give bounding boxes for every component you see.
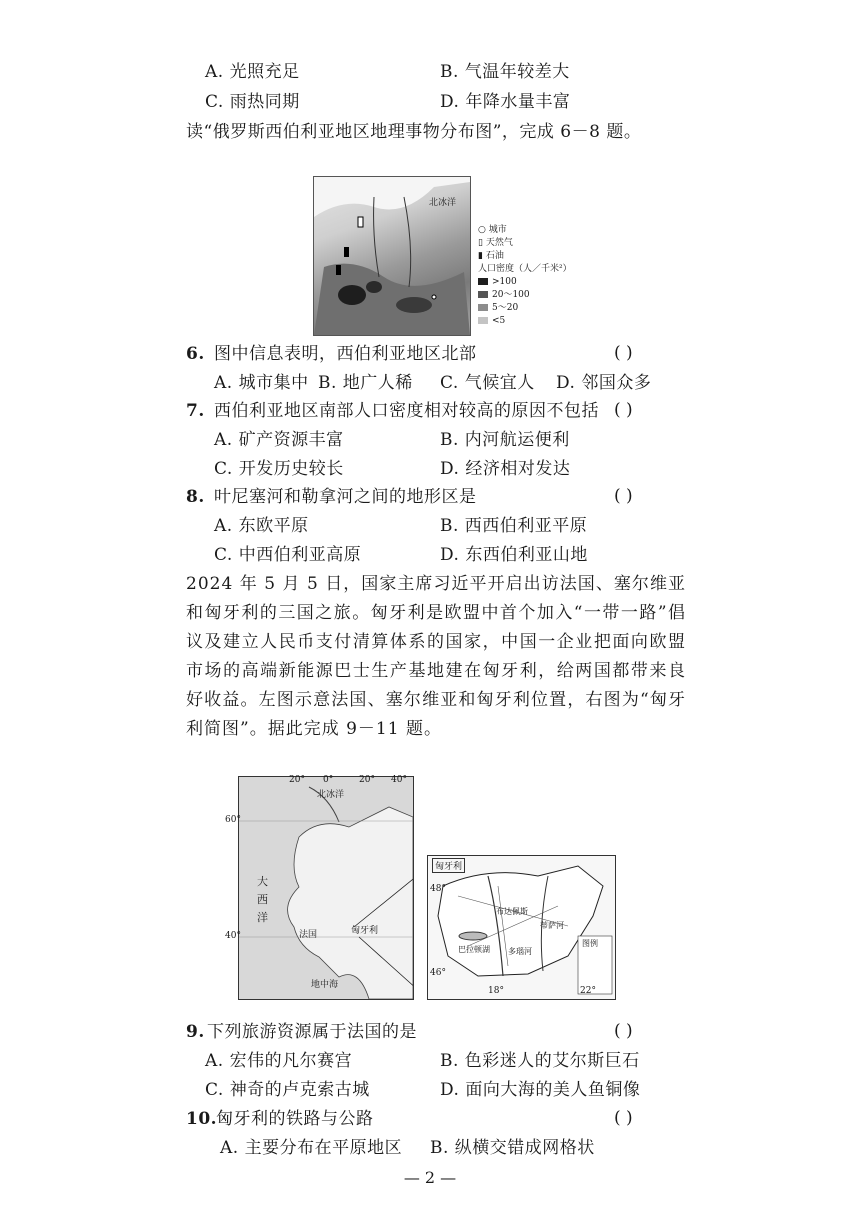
hungary-city-4: 蒂萨河 — [540, 921, 564, 930]
density-label-1: >100 — [492, 277, 517, 287]
siberia-map — [313, 176, 471, 336]
hungary-city-2: 巴拉顿湖 — [458, 945, 490, 954]
q7-answer-paren: ( ) — [614, 400, 633, 420]
hungary-lon-18: 18° — [488, 986, 504, 996]
lon-label-3: 20° — [359, 775, 375, 785]
hungary-lon-22: 22° — [580, 986, 596, 996]
q10-text: 匈牙利的铁路与公路 — [216, 1109, 374, 1129]
q9-text: 下列旅游资源属于法国的是 — [207, 1022, 417, 1042]
q6-answer-paren: ( ) — [614, 343, 633, 363]
q9-answer-paren: ( ) — [614, 1021, 633, 1041]
hungary-map-title: 匈牙利 — [432, 858, 465, 873]
q9-option-b: B. 色彩迷人的艾尔斯巨石 — [440, 1051, 640, 1071]
q10-option-b: B. 纵横交错成网格状 — [430, 1138, 595, 1158]
arctic-ocean-label-2: 北冰洋 — [317, 790, 345, 800]
q6-text: 图中信息表明，西伯利亚地区北部 — [214, 344, 477, 364]
gas-icon: ▯ — [478, 238, 483, 248]
q9-option-d: D. 面向大海的美人鱼铜像 — [440, 1080, 641, 1100]
q7-option-d: D. 经济相对发达 — [440, 459, 571, 479]
oil-icon: ▮ — [478, 251, 483, 261]
lon-label-1: 20° — [289, 775, 305, 785]
legend-oil: 石油 — [485, 251, 504, 261]
q7-number: 7. — [186, 401, 205, 421]
q5-option-c: C. 雨热同期 — [205, 92, 300, 112]
density-label-4: <5 — [492, 316, 506, 326]
passage-9-11: 2024 年 5 月 5 日，国家主席习近平开启出访法国、塞尔维亚和匈牙利的三国之旅。匈牙利是欧盟中首个加入“一带一路”倡议及建立人民币支付清算体系的国家，中国一企业把面向欧盟市场的高端新能源巴士生产基地建在匈牙利，给两国都带来良好收益。左图示意法国、塞尔维亚和匈牙利位置，右图为“匈牙利简图”。据此完成 9－11 题。 — [186, 574, 686, 739]
q7-option-b: B. 内河航运便利 — [440, 430, 570, 450]
hungary-lat-46: 46° — [430, 968, 446, 978]
q6-option-c: C. 气候宜人 — [440, 373, 535, 393]
q8-number: 8. — [186, 487, 205, 507]
lat-label-40: 40° — [225, 931, 241, 941]
lon-label-4: 40° — [391, 775, 407, 785]
q6-option-a: A. 城市集中 — [214, 373, 309, 393]
lon-label-2: 0° — [323, 775, 334, 785]
lat-label-60: 60° — [225, 815, 241, 825]
europe-map — [225, 775, 414, 1000]
q9-option-a: A. 宏伟的凡尔赛宫 — [205, 1051, 353, 1071]
hungary-lat-48: 48° — [430, 884, 446, 894]
q6-option-d: D. 邻国众多 — [556, 373, 652, 393]
q6-number: 6. — [186, 344, 205, 364]
q5-option-b: B. 气温年较差大 — [440, 62, 570, 82]
legend-density-title: 人口密度（人／千米²） — [478, 264, 572, 274]
q10-answer-paren: ( ) — [614, 1108, 633, 1128]
q5-option-a: A. 光照充足 — [205, 62, 300, 82]
legend-city: 城市 — [488, 225, 507, 235]
q10-number: 10. — [186, 1109, 218, 1129]
intro-6-8: 读“俄罗斯西伯利亚地区地理事物分布图”，完成 6－8 题。 — [186, 122, 642, 142]
density-label-3: 5～20 — [492, 303, 519, 313]
mediterranean-label: 地中海 — [311, 980, 339, 990]
hungary-legend-title: 图例 — [582, 939, 598, 948]
q8-answer-paren: ( ) — [614, 486, 633, 506]
q8-option-a: A. 东欧平原 — [214, 516, 309, 536]
q8-option-d: D. 东西伯利亚山地 — [440, 545, 588, 565]
hungary-map-drawing — [428, 856, 615, 999]
hungary-city-1: 布达佩斯 — [496, 907, 528, 916]
q5-option-d: D. 年降水量丰富 — [440, 92, 571, 112]
page-number: — 2 — — [403, 1168, 457, 1187]
city-dot-icon: ○ — [478, 225, 486, 235]
q9-option-c: C. 神奇的卢克索古城 — [205, 1080, 370, 1100]
q8-option-b: B. 西西伯利亚平原 — [440, 516, 588, 536]
density-label-2: 20～100 — [492, 290, 530, 300]
q7-option-a: A. 矿产资源丰富 — [214, 430, 344, 450]
hungary-map — [427, 855, 616, 1000]
q7-option-c: C. 开发历史较长 — [214, 459, 344, 479]
q7-text: 西伯利亚地区南部人口密度相对较高的原因不包括 — [214, 401, 599, 421]
density-swatch-1 — [478, 278, 488, 285]
france-label: 法国 — [299, 930, 318, 940]
hungary-city-3: 多瑙河 — [508, 947, 532, 956]
arctic-ocean-label: 北冰洋 — [429, 198, 457, 208]
density-swatch-4 — [478, 317, 488, 324]
density-swatch-2 — [478, 291, 488, 298]
q8-option-c: C. 中西伯利亚高原 — [214, 545, 362, 565]
q8-text: 叶尼塞河和勒拿河之间的地形区是 — [214, 487, 477, 507]
hungary-label: 匈牙利 — [351, 926, 379, 936]
q9-number: 9. — [186, 1022, 205, 1042]
legend-gas: 天然气 — [485, 238, 513, 248]
q10-option-a: A. 主要分布在平原地区 — [220, 1138, 403, 1158]
siberia-map-legend — [478, 224, 572, 328]
atlantic-label-1: 大 — [257, 875, 268, 888]
density-swatch-3 — [478, 304, 488, 311]
atlantic-label-3: 洋 — [257, 911, 268, 924]
atlantic-label-2: 西 — [257, 893, 268, 906]
q6-option-b: B. 地广人稀 — [318, 373, 413, 393]
